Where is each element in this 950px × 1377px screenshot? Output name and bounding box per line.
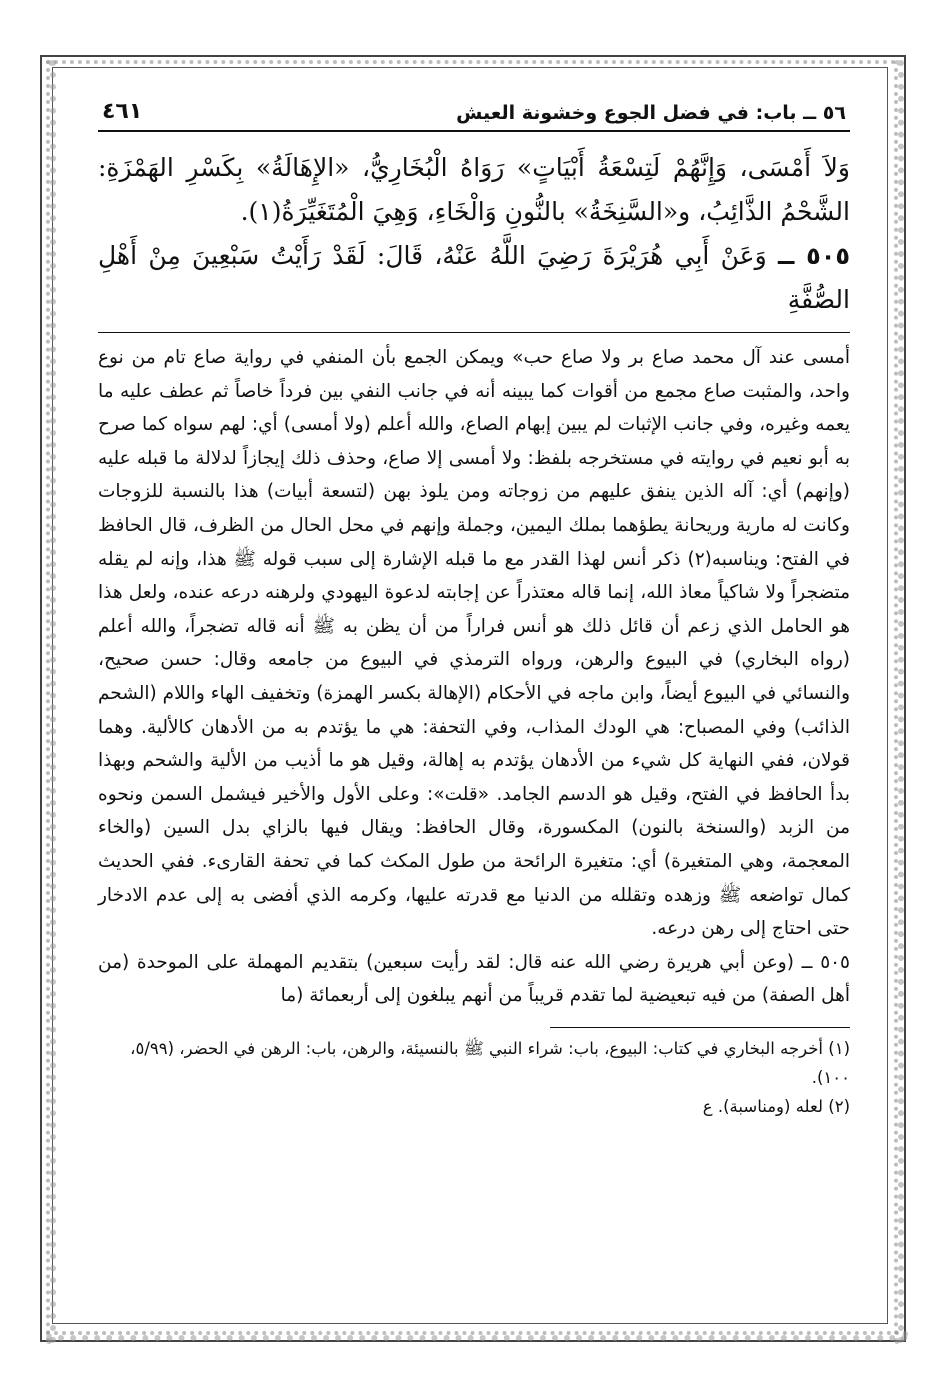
page-number: ٤٦١ — [102, 99, 143, 124]
commentary-paragraph: أمسى عند آل محمد صاع بر ولا صاع حب» ويمكن الجمع بأن المنفي في رواية صاع تام من نوع واحد، والمثبت صاع مجمع من أقوات كما يبينه أنه في جانب النفي بين فرداً خاصاً ثم عطف عليه ما يعمه وغيره، وفي جانب الإثبات لم يبين إبهام الصاع، والله أعلم (ولا أمسى) أي: لهم سواه كما صرح به أبو نعيم في روايته في مستخرجه بلفظ: ولا أمسى إلا صاع، وحذف ذلك إيجازاً لدلالة ما قبله عليه (وإنهم) أي: آله الذين ينفق عليهم من زوجاته ومن يلوذ بهن (لتسعة أبيات) هذا بالنسبة للزوجات وكانت له مارية وريحانة يطؤهما بملك اليمين، وجملة وإنهم في محل الحال من الظرف، قال الحافظ في الفتح: ويناسبه(٢) ذكر أنس لهذا القدر مع ما قبله الإشارة إلى سبب قوله ﷺ هذا، وإنه لم يقله متضجراً ولا شاكياً معاذ الله، إنما قاله معتذراً عن إجابته لدعوة اليهودي ولرهنه درعه عنده، ولعل هذا هو الحامل الذي زعم أن قائل ذلك هو أنس فراراً من أن يظن به ﷺ أنه قاله تضجراً، والله أعلم (رواه البخاري) في البيوع والرهن، ورواه الترمذي في البيوع من جامعه وقال: حسن صحيح، والنسائي في البيوع أيضاً، وابن ماجه في الأحكام (الإهالة بكسر الهمزة) وتخفيف الهاء واللام (الشحم الذائب) وفي المصباح: هي الودك المذاب، وفي التحفة: هي ما يؤتدم به من الأدهان كالألية. وهما قولان، ففي النهاية كل شيء من الأدهان يؤتدم به إهالة، وقيل هو ما أذيب من الألية والشحم وبهذا بدأ الحافظ في الفتح، وقيل هو الدسم الجامد. «قلت»: وعلى الأول والأخير فيشمل السمن ونحوه من الزبد (والسنخة بالنون) المكسورة، وقال الحافظ: ويقال فيها بالزاي بدل السين (والخاء المعجمة، وهي المتغيرة) أي: متغيرة الرائحة من طول المكث كما في تحفة القارىء. ففي الحديث كمال تواضعه ﷺ وزهده وتقلله من الدنيا مع قدرته عليها، وكرمه الذي أفضى به إلى عدم الادخار حتى احتاج إلى رهن درعه. — [98, 347, 850, 940]
running-head: ٥٦ ــ باب: في فضل الجوع وخشونة العيش — [456, 102, 846, 124]
book-page — [98, 88, 850, 1121]
footnote-1: (١) أخرجه البخاري في كتاب: البيوع، باب: شراء النبي ﷺ بالنسيئة، والرهن، باب: الرهن في الحضر، (٥/٩٩، ١٠٠). — [130, 1038, 850, 1087]
ornament-border-right — [894, 60, 904, 1344]
commentary-paragraph-next: ٥٠٥ ــ (وعن أبي هريرة رضي الله عنه قال: لقد رأيت سبعين) بتقديم المهملة على الموحدة (من أهل الصفة) من فيه تبعيضية لما تقدم قريباً من أنهم يبلغون إلى أربعمائة (ما — [98, 951, 850, 1007]
ornament-border-left — [46, 60, 56, 1344]
footnotes — [98, 1034, 850, 1121]
commentary-text — [98, 341, 850, 1013]
section-divider — [98, 332, 850, 333]
footnote-2: (٢) لعله (ومناسبة). ع — [702, 1096, 850, 1116]
ornament-border-top — [46, 60, 896, 64]
ornament-border-bottom — [46, 1331, 908, 1341]
hadith-line — [98, 234, 850, 322]
page-header — [98, 88, 850, 132]
hadith-number: ٥٠٥ ــ — [777, 242, 851, 270]
matn-paragraph: وَلاَ أَمْسَى، وَإِنَّهُمْ لَتِسْعَةُ أَبْيَاتٍ» رَوَاهُ الْبُخَارِيُّ، «الإِهَالَةُ» بِكَسْرِ الهَمْزَةِ: الشَّحْمُ الذَّائِبُ، و«السَّنِخَةُ» بالنُّونِ وَالْخَاءِ، وَهِيَ الْمُتَغَيِّرَةُ(١). — [98, 153, 850, 226]
hadith-text: وَعَنْ أَبِي هُرَيْرَةَ رَضِيَ اللَّهُ عَنْهُ، قَالَ: لَقَدْ رَأَيْتُ سَبْعِينَ مِنْ أَهْلِ الصُّفَّةِ — [98, 241, 850, 314]
footnote-divider — [550, 1027, 850, 1028]
matn-text — [98, 146, 850, 322]
